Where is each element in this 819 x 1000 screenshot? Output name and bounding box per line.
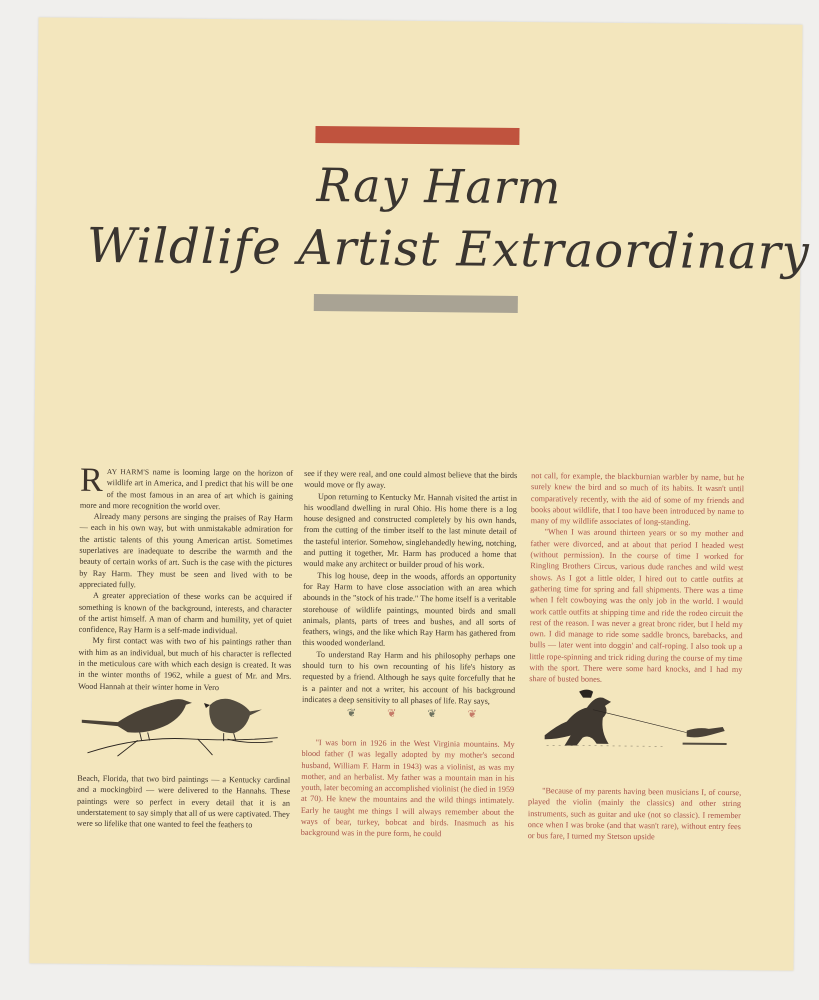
lead-in-smallcaps: AY HARM'S <box>106 467 150 477</box>
column-1-bottom <box>77 773 291 832</box>
paragraph: see if they were real, and one could almost believe that the birds would move or fly away. <box>304 468 518 491</box>
title-artist-name: Ray Harm <box>316 158 562 215</box>
fleuron-icon: ❦ <box>467 708 477 721</box>
gray-accent-bar <box>314 294 518 313</box>
column-3-bottom <box>528 785 742 844</box>
red-accent-bar <box>315 126 519 145</box>
paragraph: "Because of my parents having been musicians I, of course, played the violin (mainly the classics) and other string instruments, such as guitar and uke (not so classic). I remember once when I was broke (and that wasn't rare), without entry fees or bus fare, I turned my Stetson upside <box>527 786 742 842</box>
paragraph: not call, for example, the blackburnian warbler by name, but he surely knew the bird and so much of its habits. It wasn't until comparatively recently, with the aid of some of my friends and books about wildlife, that I too have been introduced by name to many of my wildlife associates of long-standing. <box>530 471 745 527</box>
column-3-top <box>529 470 744 687</box>
paragraph: Already many persons are singing the praises of Ray Harm — each in his own way, but with unmistakable admiration for the artistic talents of this young American artist. Sometimes superlatives are inadequate to describe the warmth and the beauty of certain works of art. Such is the case with the pictures by Ray Harm. They must be seen and lived with to be appreciated fully. <box>79 512 293 590</box>
paragraph: "I was born in 1926 in the West Virginia mountains. My blood father (I was legally adopted by my mother's second husband, William F. Harm in 1943) was a violinist, as was my mother, and an herbalist. My father was a mountain man in his youth, later becoming an accomplished violinist (he died in 1959 at 70). He knew the mountains and the wild things intimately. Early he taught me things I will always remember about the ways of bear, turkey, bobcat and birds. Inasmuch as his background was in the pure form, he could <box>300 738 515 839</box>
paragraph <box>79 461 294 513</box>
paragraph: This log house, deep in the woods, affords an opportunity for Ray Harm to have close association with an area which abounds in the "stock of his trade." The home itself is a veritable storehouse of wildlife paintings, mounted birds and small animals, plants, parts of trees and bushes, and all sorts of feathers, wings, and the like which Ray Harm has gathered from this wooded wonderland. <box>302 570 517 649</box>
paragraph: "When I was around thirteen years or so my mother and father were divorced, and at about that period I headed west (without permission). In the course of time I worked for Ringling Brothers Circus, various dude ranches and wild west shows. As I got a little older, I hired out to cattle outfits at gathering time for spring and fall shipments. There was a time when I felt cowboying was the only job in the world. I would work cattle outfits at shipping time and ride the rodeo circuit the rest of the reason. I was never a great bronc rider, but I held my own. I did manage to ride some saddle broncs, barebacks, and bulls — later went into doggin' and calf-roping. I also took up a little rope-spinning and trick riding during the course of my time with the sport. There were some hard knocks, and I had my share of busted bones. <box>529 527 744 685</box>
paragraph: A greater appreciation of these works can be acquired if something is known of the background, interests, and character of the artist himself. A man of charm and humility, yet of quiet confidence, Ray Harm is a self-made individual. <box>78 591 293 636</box>
paragraph: Beach, Florida, that two bird paintings — a Kentucky cardinal and a mockingbird — were delivered to the Hannahs. These paintings were so perfect in every detail that it is an understatement to say simply that all of us were captivated. They were so lifelike that one wanted to feel the feathers to <box>76 773 291 830</box>
paragraph: Upon returning to Kentucky Mr. Hannah visited the artist in his woodland dwelling in rural Ohio. His home there is a log house designed and constructed completely by his own hands, from the cutting of the timber itself to the last minute detail of the tasteful interior. Somehow, singlehandedly hewing, notching, and putting it together, Mr. Harm has produced a home that would make any architect or builder proud of his work. <box>303 491 518 571</box>
paragraph-text: name is looming large on the horizon of wildlife art in America, and I predict that his will be one of the most famous in an area of art which is gaining more and more recognition the world over. <box>79 467 294 512</box>
drop-cap: R <box>79 461 103 499</box>
ornament-divider <box>347 708 477 720</box>
column-1-top <box>78 461 294 694</box>
cowboy-roping-calf-illustration <box>536 687 747 759</box>
fleuron-icon: ❦ <box>346 707 357 720</box>
paragraph: To understand Ray Harm and his philosophy perhaps one should turn to his own recounting of his life's history as requested by a friend. Although he says quite forcefully that he is a painter and not a writer, his account of his background indicates a deep sensitivity to all phases of life. Ray says, <box>301 649 516 706</box>
fleuron-icon: ❦ <box>427 708 437 721</box>
document-page <box>29 17 811 970</box>
title-subtitle: Wildlife Artist Extraordinary <box>86 217 811 281</box>
paragraph: My first contact was with two of his paintings rather than with him as an individual, but much of his character is reflected in the meticulous care with which each design is created. It was in the winter months of 1962, while a guest of Mr. and Mrs. Wood Hannah at their winter home in Vero <box>78 636 292 692</box>
column-2-bottom <box>301 737 515 841</box>
column-2-top <box>302 468 517 707</box>
two-birds-on-branch-illustration <box>77 688 288 765</box>
fleuron-icon: ❦ <box>387 707 397 720</box>
